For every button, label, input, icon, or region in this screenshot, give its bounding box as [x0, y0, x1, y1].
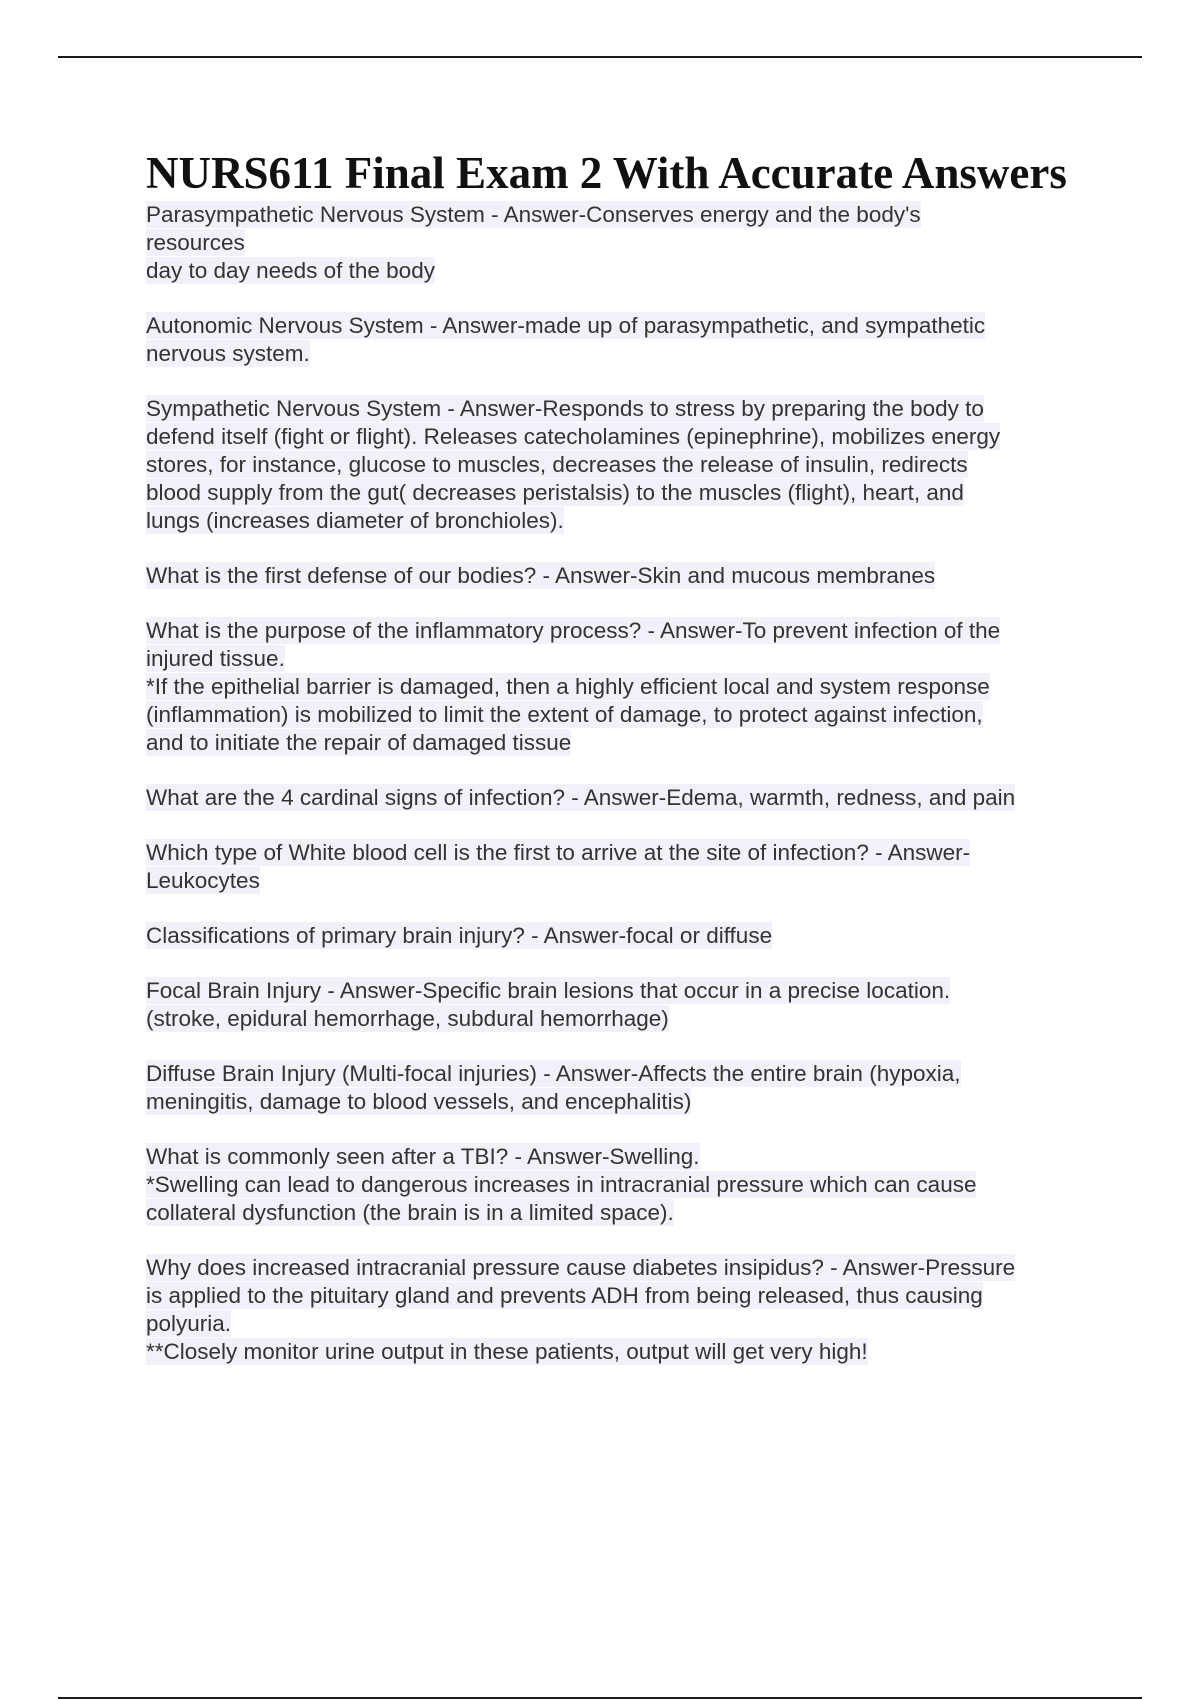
- qa-line-text: Autonomic Nervous System - Answer-made up of parasympathetic, and sympathetic: [146, 313, 986, 338]
- qa-line: [146, 562, 1106, 590]
- qa-line: [146, 1282, 1106, 1310]
- qa-line-text: What is the first defense of our bodies? - Answer-Skin and mucous membranes: [146, 563, 936, 588]
- qa-line-text: meningitis, damage to blood vessels, and encephalitis): [146, 1089, 692, 1114]
- qa-line: [146, 867, 1106, 895]
- qa-entry: [146, 922, 1106, 950]
- qa-line-text: Parasympathetic Nervous System - Answer-Conserves energy and the body's: [146, 202, 921, 227]
- qa-line-text: nervous system.: [146, 341, 310, 366]
- qa-entry: [146, 784, 1106, 812]
- qa-line-text: is applied to the pituitary gland and prevents ADH from being released, thus causing: [146, 1283, 983, 1308]
- qa-line-text: day to day needs of the body: [146, 258, 435, 283]
- qa-line: [146, 1171, 1106, 1199]
- qa-line-text: (inflammation) is mobilized to limit the extent of damage, to protect against infection,: [146, 702, 983, 727]
- qa-line: [146, 784, 1106, 812]
- qa-line-text: polyuria.: [146, 1311, 232, 1336]
- qa-line: [146, 1199, 1106, 1227]
- qa-line: [146, 340, 1106, 368]
- qa-line: [146, 645, 1106, 673]
- qa-entry: [146, 562, 1106, 590]
- qa-line: [146, 1005, 1106, 1033]
- qa-entry: [146, 977, 1106, 1033]
- qa-line-text: Focal Brain Injury - Answer-Specific brain lesions that occur in a precise location.: [146, 978, 951, 1003]
- top-rule: [58, 56, 1142, 58]
- qa-line-text: What is commonly seen after a TBI? - Answer-Swelling.: [146, 1144, 700, 1169]
- qa-line-text: Sympathetic Nervous System - Answer-Responds to stress by preparing the body to: [146, 396, 984, 421]
- qa-entry: [146, 201, 1106, 285]
- qa-line: [146, 1338, 1106, 1366]
- qa-line: [146, 729, 1106, 757]
- qa-entry: [146, 617, 1106, 757]
- qa-line: [146, 673, 1106, 701]
- document-title: NURS611 Final Exam 2 With Accurate Answers: [146, 148, 1067, 198]
- qa-line-text: Classifications of primary brain injury? - Answer-focal or diffuse: [146, 923, 773, 948]
- qa-line-text: What is the purpose of the inflammatory process? - Answer-To prevent infection of the: [146, 618, 1001, 643]
- qa-line: [146, 1254, 1106, 1282]
- qa-line: [146, 451, 1106, 479]
- qa-line: [146, 201, 1106, 229]
- qa-line-text: defend itself (fight or flight). Releases catecholamines (epinephrine), mobilizes energy: [146, 424, 1001, 449]
- qa-line: [146, 839, 1106, 867]
- qa-line-text: Leukocytes: [146, 868, 260, 893]
- qa-line-text: and to initiate the repair of damaged tissue: [146, 730, 572, 755]
- qa-line: [146, 1088, 1106, 1116]
- qa-line: [146, 1310, 1106, 1338]
- qa-entry: [146, 1254, 1106, 1366]
- qa-line: [146, 229, 1106, 257]
- qa-line-text: Why does increased intracranial pressure cause diabetes insipidus? - Answer-Pressure: [146, 1255, 1016, 1280]
- qa-list: [146, 201, 1106, 1366]
- document-body: [146, 145, 1106, 1393]
- qa-line-text: Diffuse Brain Injury (Multi-focal injuries) - Answer-Affects the entire brain (hypoxia,: [146, 1061, 961, 1086]
- qa-entry: [146, 839, 1106, 895]
- qa-line: [146, 312, 1106, 340]
- qa-line: [146, 977, 1106, 1005]
- qa-line-text: lungs (increases diameter of bronchioles).: [146, 508, 564, 533]
- qa-line: [146, 617, 1106, 645]
- qa-line-text: (stroke, epidural hemorrhage, subdural hemorrhage): [146, 1006, 669, 1031]
- qa-entry: [146, 1143, 1106, 1227]
- bottom-rule: [58, 1697, 1142, 1699]
- qa-entry: [146, 312, 1106, 368]
- qa-line: [146, 1143, 1106, 1171]
- qa-line-text: stores, for instance, glucose to muscles, decreases the release of insulin, redirects: [146, 452, 968, 477]
- qa-line-text: resources: [146, 230, 245, 255]
- qa-line: [146, 423, 1106, 451]
- qa-line: [146, 507, 1106, 535]
- qa-line: [146, 257, 1106, 285]
- qa-line-text: collateral dysfunction (the brain is in a limited space).: [146, 1200, 674, 1225]
- qa-line-text: What are the 4 cardinal signs of infection? - Answer-Edema, warmth, redness, and pain: [146, 785, 1016, 810]
- qa-line: [146, 922, 1106, 950]
- qa-line-text: blood supply from the gut( decreases peristalsis) to the muscles (flight), heart, and: [146, 480, 964, 505]
- qa-line-text: injured tissue.: [146, 646, 285, 671]
- qa-line: [146, 701, 1106, 729]
- qa-line-text: *Swelling can lead to dangerous increases in intracranial pressure which can cause: [146, 1172, 977, 1197]
- qa-line-text: Which type of White blood cell is the first to arrive at the site of infection? - Answer-: [146, 840, 971, 865]
- qa-line: [146, 1060, 1106, 1088]
- qa-entry: [146, 1060, 1106, 1116]
- qa-line-text: **Closely monitor urine output in these patients, output will get very high!: [146, 1339, 868, 1364]
- qa-line: [146, 479, 1106, 507]
- qa-line-text: *If the epithelial barrier is damaged, then a highly efficient local and system response: [146, 674, 990, 699]
- qa-entry: [146, 395, 1106, 535]
- qa-line: [146, 395, 1106, 423]
